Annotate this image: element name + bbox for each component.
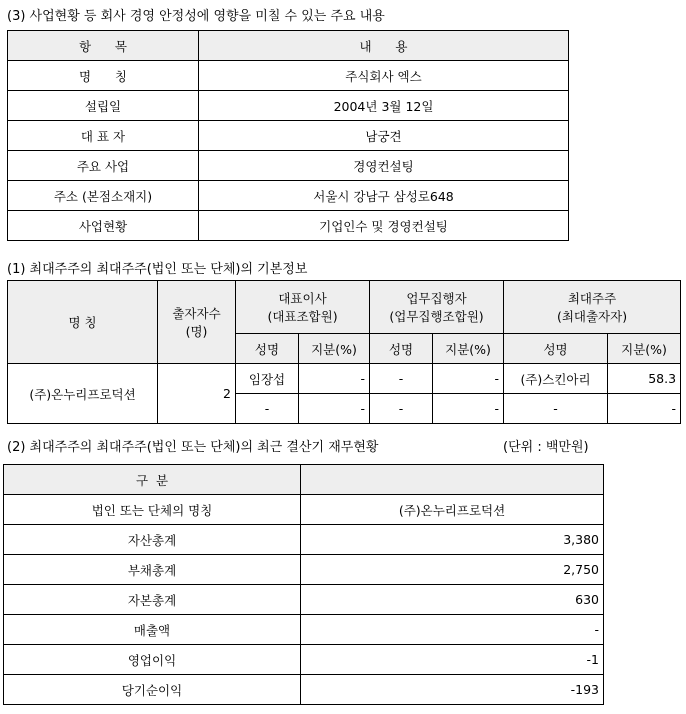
exec-share: - bbox=[433, 394, 504, 424]
table-row bbox=[4, 585, 604, 615]
header-name: 명 칭 bbox=[8, 281, 158, 364]
investor-count: 2 bbox=[158, 364, 236, 424]
table-row bbox=[8, 61, 569, 91]
table-row bbox=[8, 364, 681, 394]
row-value: 경영컨설팅 bbox=[199, 151, 569, 181]
row-label: 대 표 자 bbox=[8, 121, 199, 151]
row-value: 2,750 bbox=[301, 555, 604, 585]
table-row bbox=[4, 525, 604, 555]
company-name: (주)온누리프로덕션 bbox=[8, 364, 158, 424]
row-value: -1 bbox=[301, 645, 604, 675]
major-share: - bbox=[608, 394, 681, 424]
rep-name: - bbox=[236, 394, 299, 424]
table-row bbox=[8, 91, 569, 121]
row-label: 설립일 bbox=[8, 91, 199, 121]
header-investors: 출자자수 (명) bbox=[158, 281, 236, 364]
subheader-share: 지분(%) bbox=[433, 334, 504, 364]
unit-label: (단위 : 백만원) bbox=[503, 440, 589, 455]
table-row bbox=[8, 181, 569, 211]
section2-title: (2) 최대주주의 최대주주(법인 또는 단체)의 최근 결산기 재무현황 bbox=[7, 440, 379, 455]
subheader-share: 지분(%) bbox=[608, 334, 681, 364]
table-header-row bbox=[8, 281, 681, 334]
row-value: 630 bbox=[301, 585, 604, 615]
row-label: 사업현황 bbox=[8, 211, 199, 241]
header-executive: 업무집행자 (업무집행조합원) bbox=[370, 281, 504, 334]
table-row bbox=[8, 121, 569, 151]
exec-name: - bbox=[370, 364, 433, 394]
row-label: 자본총계 bbox=[4, 585, 301, 615]
table-row bbox=[4, 645, 604, 675]
row-label: 주소 (본점소재지) bbox=[8, 181, 199, 211]
header-major-shareholder: 최대주주 (최대출자자) bbox=[504, 281, 681, 334]
header-value bbox=[301, 465, 604, 495]
table-row bbox=[4, 555, 604, 585]
major-name: - bbox=[504, 394, 608, 424]
table-row bbox=[8, 151, 569, 181]
subheader-name: 성명 bbox=[504, 334, 608, 364]
row-value: (주)온누리프로덕션 bbox=[301, 495, 604, 525]
table-header-row bbox=[8, 31, 569, 61]
row-value: 서울시 강남구 삼성로648 bbox=[199, 181, 569, 211]
row-label: 자산총계 bbox=[4, 525, 301, 555]
table-header-row bbox=[4, 465, 604, 495]
rep-share: - bbox=[299, 364, 370, 394]
subheader-name: 성명 bbox=[236, 334, 299, 364]
row-label: 부채총계 bbox=[4, 555, 301, 585]
major-share: 58.3 bbox=[608, 364, 681, 394]
major-name: (주)스킨아리 bbox=[504, 364, 608, 394]
row-value: 주식회사 엑스 bbox=[199, 61, 569, 91]
section3-title: (3) 사업현황 등 회사 경영 안정성에 영향을 미칠 수 있는 주요 내용 bbox=[7, 9, 385, 24]
row-value: 3,380 bbox=[301, 525, 604, 555]
row-value: - bbox=[301, 615, 604, 645]
exec-name: - bbox=[370, 394, 433, 424]
rep-name: 임장섭 bbox=[236, 364, 299, 394]
section1-title: (1) 최대주주의 최대주주(법인 또는 단체)의 기본정보 bbox=[7, 262, 308, 277]
table-row bbox=[8, 211, 569, 241]
subheader-share: 지분(%) bbox=[299, 334, 370, 364]
row-label: 당기순이익 bbox=[4, 675, 301, 705]
exec-share: - bbox=[433, 364, 504, 394]
table-row bbox=[4, 675, 604, 705]
row-value: 2004년 3월 12일 bbox=[199, 91, 569, 121]
row-value: 기업인수 및 경영컨설팅 bbox=[199, 211, 569, 241]
table-row bbox=[4, 615, 604, 645]
header-content: 내 용 bbox=[199, 31, 569, 61]
rep-share: - bbox=[299, 394, 370, 424]
financial-status-table bbox=[3, 464, 604, 705]
row-label: 명 칭 bbox=[8, 61, 199, 91]
row-label: 매출액 bbox=[4, 615, 301, 645]
row-label: 주요 사업 bbox=[8, 151, 199, 181]
header-item: 항 목 bbox=[8, 31, 199, 61]
company-info-table bbox=[7, 30, 569, 241]
header-representative: 대표이사 (대표조합원) bbox=[236, 281, 370, 334]
table-row bbox=[4, 495, 604, 525]
row-value: -193 bbox=[301, 675, 604, 705]
subheader-name: 성명 bbox=[370, 334, 433, 364]
header-category: 구 분 bbox=[4, 465, 301, 495]
row-value: 남궁견 bbox=[199, 121, 569, 151]
major-shareholder-basic-table bbox=[7, 280, 681, 424]
row-label: 법인 또는 단체의 명칭 bbox=[4, 495, 301, 525]
row-label: 영업이익 bbox=[4, 645, 301, 675]
